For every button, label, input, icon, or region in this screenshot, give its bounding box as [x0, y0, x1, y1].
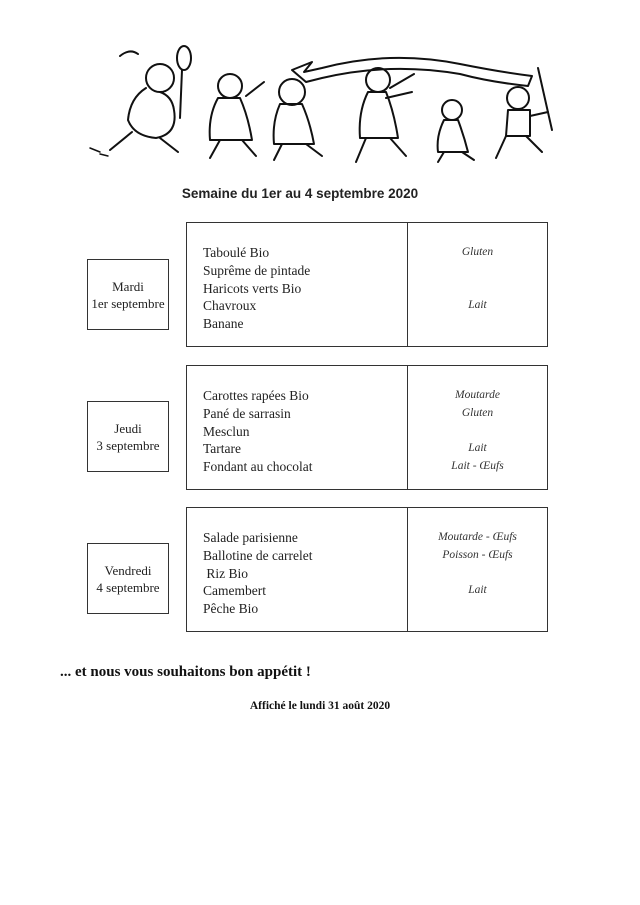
allergen-item: Moutarde	[455, 389, 500, 401]
menu-table	[186, 365, 548, 490]
girl-figure	[274, 79, 322, 160]
allergen-item: Lait	[468, 299, 487, 312]
dish-item: Camembert	[203, 583, 266, 599]
week-title: Semaine du 1er au 4 septembre 2020	[181, 186, 419, 201]
day-date: 3 septembre	[96, 437, 160, 453]
cook-figure	[90, 46, 191, 156]
day-name: Vendredi	[104, 562, 152, 578]
dish-item: Pêche Bio	[203, 601, 259, 617]
allergen-list	[408, 529, 547, 618]
dish-item: Tartare	[203, 441, 242, 457]
allergen-list	[408, 387, 547, 476]
girl-figure	[356, 68, 414, 162]
banner-pole	[538, 68, 552, 130]
menu-table	[186, 507, 548, 632]
dish-list	[203, 387, 312, 476]
allergen-item: Lait - Œufs	[451, 460, 504, 473]
allergen-item	[408, 280, 547, 298]
day-label-box	[87, 543, 169, 614]
day-date: 4 septembre	[96, 579, 160, 595]
dish-item: Suprême de pintade	[203, 262, 311, 278]
day-date: 1er septembre	[91, 295, 165, 311]
dish-item: Mesclun	[203, 423, 250, 439]
dish-list	[203, 529, 312, 618]
girl-figure	[210, 74, 264, 158]
allergen-item: Gluten	[461, 406, 494, 419]
dish-item: Salade parisienne	[203, 530, 298, 545]
dish-item: Haricots verts Bio	[203, 280, 302, 296]
dish-item: Chavroux	[203, 298, 257, 314]
allergen-item	[408, 262, 547, 280]
day-label-box	[87, 401, 169, 472]
allergen-item	[408, 600, 547, 618]
dish-item: Banane	[203, 316, 244, 332]
day-label-box	[87, 259, 169, 330]
posted-date: Affiché le lundi 31 août 2020	[249, 700, 391, 712]
dish-item: Taboulé Bio	[203, 245, 270, 260]
allergen-item: Poisson - Œufs	[442, 548, 513, 561]
girl-figure	[438, 100, 474, 162]
closing-message: ... et nous vous souhaitons bon appétit !	[60, 664, 311, 680]
day-name: Jeudi	[114, 420, 142, 436]
banner-ribbon	[292, 58, 532, 86]
allergen-item: Lait	[468, 442, 487, 455]
dish-list	[203, 244, 310, 333]
allergen-item: Lait	[468, 584, 487, 597]
dish-item: Fondant au chocolat	[203, 459, 313, 475]
dish-item: Ballotine de carrelet	[203, 547, 313, 563]
dish-item: Riz Bio	[203, 565, 249, 581]
cantine-illustration	[60, 40, 560, 165]
allergen-list	[408, 244, 547, 333]
day-name: Mardi	[112, 278, 144, 294]
boy-figure	[496, 87, 548, 158]
menu-table	[186, 222, 548, 347]
allergen-item	[408, 423, 547, 441]
dish-item: Carottes rapées Bio	[203, 388, 309, 403]
allergen-item	[408, 315, 547, 333]
allergen-item	[408, 565, 547, 583]
allergen-item: Moutarde - Œufs	[438, 531, 517, 543]
dish-item: Pané de sarrasin	[203, 405, 291, 421]
allergen-item: Gluten	[461, 246, 494, 258]
